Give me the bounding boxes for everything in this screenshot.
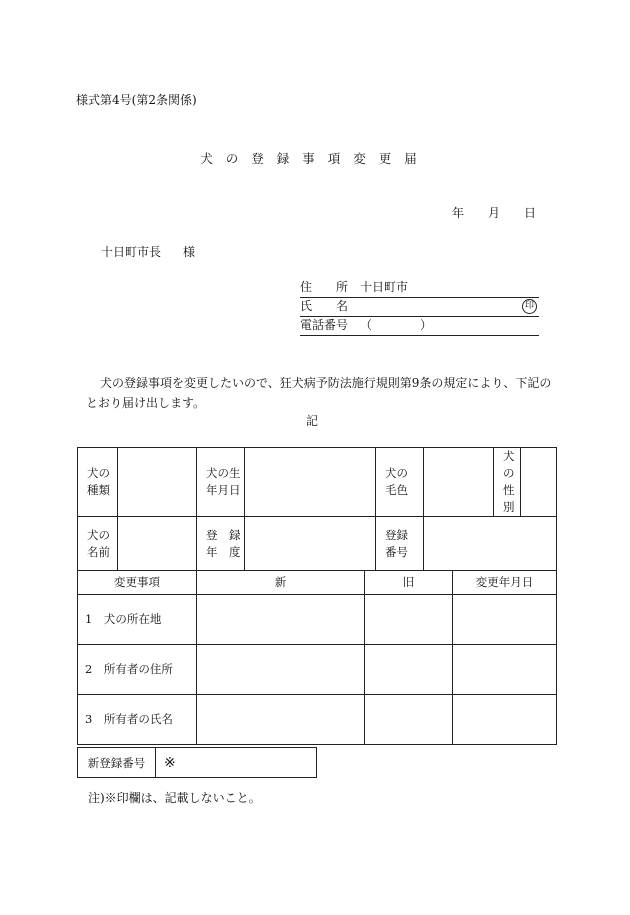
birth-input-cell[interactable] [245, 448, 376, 517]
form-number: 様式第4号(第2条関係) [76, 93, 197, 107]
address-value: 十日町市 [360, 280, 409, 294]
addressee-name: 十日町市長 [101, 245, 162, 259]
date-field[interactable] [452, 204, 536, 221]
new-registration-label: 新登録番号 [78, 748, 156, 778]
date-month-label: 月 [488, 206, 501, 220]
reg-year-label: 登 録 年 度 [197, 517, 245, 571]
table-row-dog-info-1 [78, 448, 557, 517]
name-label: 氏 名 [300, 299, 349, 313]
dog-name-input-cell[interactable] [118, 517, 197, 571]
sex-input-cell[interactable] [521, 448, 557, 517]
addressee [101, 243, 195, 260]
seal-icon: 印 [522, 299, 537, 314]
color-label: 犬の 毛色 [376, 448, 424, 517]
table-row [78, 695, 557, 745]
form-title: 犬の登録事項変更届 [200, 151, 430, 166]
date-year-label: 年 [452, 206, 465, 220]
phone-value: （ ） [360, 318, 433, 332]
reg-year-input-cell[interactable] [245, 517, 376, 571]
change-date-cell[interactable] [453, 595, 557, 645]
table-row-headers [78, 571, 557, 595]
ki-heading: 記 [306, 414, 319, 428]
color-input-cell[interactable] [424, 448, 494, 517]
breed-input-cell[interactable] [118, 448, 197, 517]
date-day-label: 日 [524, 206, 537, 220]
table-row [78, 645, 557, 695]
sex-label: 犬の 性別 [494, 448, 521, 517]
item-owner-address: 2 所有者の住所 [78, 645, 197, 695]
phone-label: 電話番号 [300, 318, 349, 332]
footnote: 注)※印欄は、記載しないこと。 [88, 791, 261, 805]
address-field[interactable] [300, 280, 539, 298]
header-new: 新 [197, 571, 365, 595]
table-row [78, 595, 557, 645]
registration-table [77, 447, 557, 745]
old-value-cell[interactable] [365, 695, 453, 745]
new-value-cell[interactable] [197, 645, 365, 695]
birth-label: 犬の生 年月日 [197, 448, 245, 517]
name-field[interactable] [300, 299, 539, 317]
table-row-dog-info-2 [78, 517, 557, 571]
address-label: 住 所 [300, 280, 349, 294]
reg-no-input-cell[interactable] [424, 517, 557, 571]
header-old: 旧 [365, 571, 453, 595]
new-value-cell[interactable] [197, 595, 365, 645]
old-value-cell[interactable] [365, 595, 453, 645]
old-value-cell[interactable] [365, 645, 453, 695]
applicant-block [300, 280, 539, 337]
new-registration-mark: ※ [156, 748, 317, 778]
item-owner-name: 3 所有者の氏名 [78, 695, 197, 745]
body-text: 犬の登録事項を変更したいので、狂犬病予防法施行規則第9条の規定により、下記のとおり届け出します。 [86, 376, 552, 410]
change-date-cell[interactable] [453, 695, 557, 745]
item-dog-location: 1 犬の所在地 [78, 595, 197, 645]
header-change-item: 変更事項 [78, 571, 197, 595]
addressee-honorific: 様 [183, 245, 196, 259]
new-value-cell[interactable] [197, 695, 365, 745]
header-change-date: 変更年月日 [453, 571, 557, 595]
reg-no-label: 登録 番号 [376, 517, 424, 571]
change-date-cell[interactable] [453, 645, 557, 695]
phone-field[interactable] [300, 318, 539, 336]
breed-label: 犬の 種類 [78, 448, 118, 517]
dog-name-label: 犬の 名前 [78, 517, 118, 571]
new-registration-table [77, 747, 317, 778]
